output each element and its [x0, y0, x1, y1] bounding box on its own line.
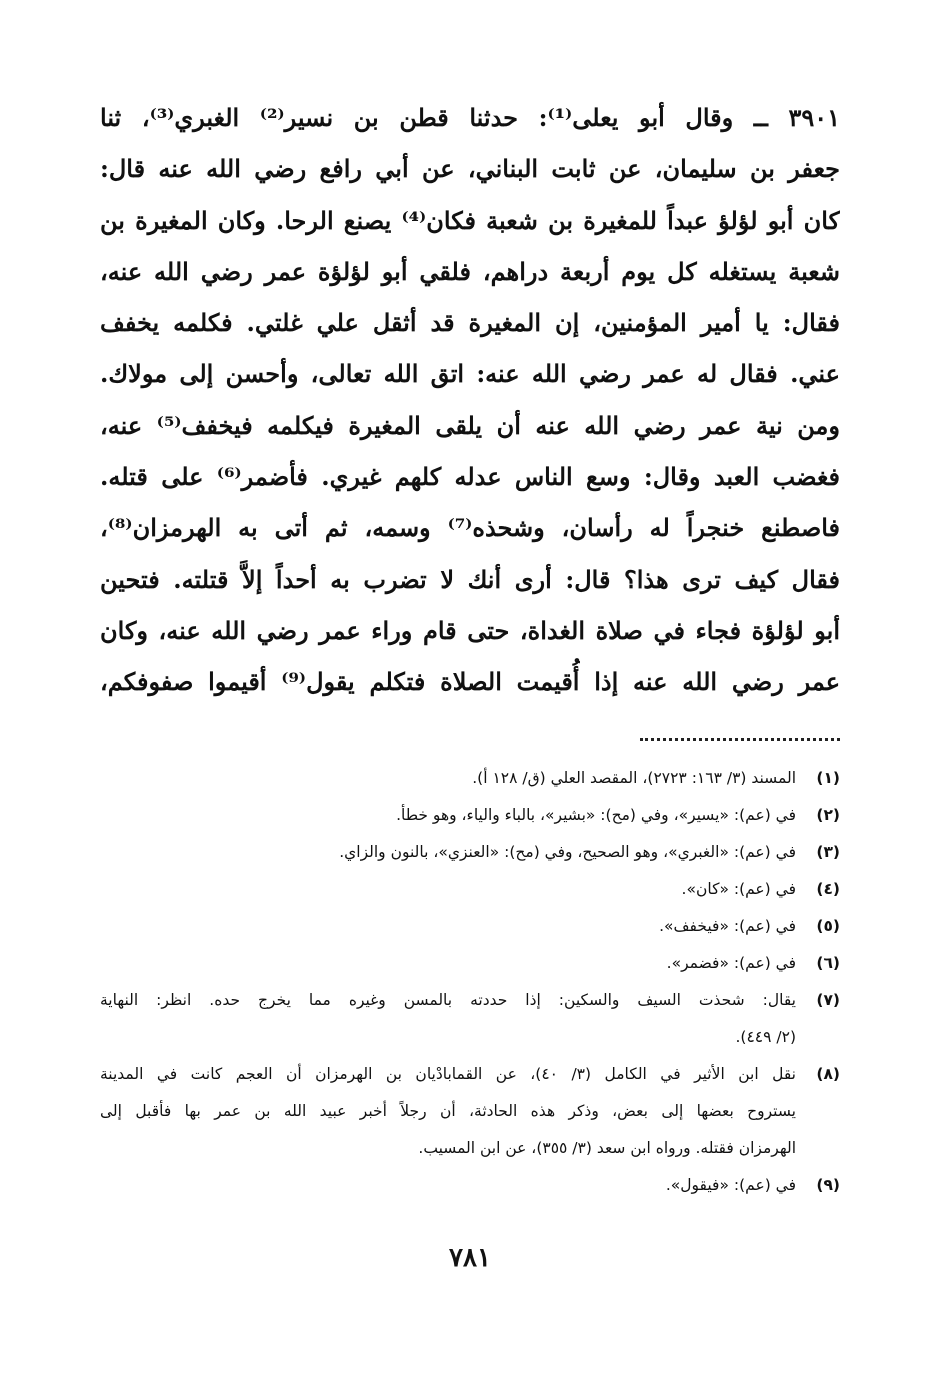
footnote-separator [640, 738, 840, 745]
footnote [100, 1056, 840, 1167]
footnote-text: في (عم): «فضمر». [666, 954, 796, 972]
footnote [100, 760, 840, 797]
footnote [100, 871, 840, 908]
footnote-number: (٨) [816, 1065, 840, 1083]
main-text-line: فقال: يا أمير المؤمنين، إن المغيرة قد أثقل علي غلتي. فكلمه يخفف [100, 308, 840, 338]
footnote-text: يستروح بعضها إلى بعض، وذكر هذه الحادثة، أن رجلاً أخبر عبيد الله بن عمر بها فأقبل إلى [100, 1102, 796, 1120]
footnote-text: المسند (٣/ ١٦٣: ٢٧٢٣)، المقصد العلي (ق/ ١٢٨ أ). [472, 769, 796, 787]
footnote [100, 1167, 840, 1204]
footnote-number: (٥) [816, 917, 840, 935]
footnote-text: الهرمزان فقتله. ورواه ابن سعد (٣/ ٣٥٥)، عن ابن المسيب. [418, 1139, 796, 1157]
footnote-text: في (عم): «فيقول». [665, 1176, 796, 1194]
footnote-number: (٧) [816, 991, 840, 1009]
footnotes [100, 760, 840, 1204]
main-text-line: فغضب العبد وقال: وسع الناس عدله كلهم غيري. فأضمر⁽⁶⁾ على قتله. [100, 462, 840, 492]
footnote-text: في (عم): «كان». [681, 880, 796, 898]
footnote-text: نقل ابن الأثير في الكامل (٣/ ٤٠)، عن القمابادْيان بن الهرمزان أن العجم كانت في المدينة [100, 1065, 796, 1083]
main-text-line: عمر رضي الله عنه إذا أُقيمت الصلاة فتكلم يقول⁽⁹⁾ أقيموا صفوفكم، [100, 667, 840, 697]
footnote-number: (٩) [816, 1176, 840, 1194]
main-text-line: فاصطنع خنجراً له رأسان، وشحذه⁽⁷⁾ وسمه، ثم أتى به الهرمزان⁽⁸⁾، [100, 513, 840, 543]
footnote-number: (٦) [816, 954, 840, 972]
footnote [100, 797, 840, 834]
footnote-text: (٢/ ٤٤٩). [735, 1028, 796, 1046]
footnote [100, 834, 840, 871]
main-text-line: ٣٩٠١ ــ وقال أبو يعلى⁽¹⁾: حدثنا قطن بن نسير⁽²⁾ الغبري⁽³⁾، ثنا [100, 103, 840, 132]
footnote [100, 982, 840, 1056]
main-text-line: عني. فقال له عمر رضي الله عنه: اتق الله تعالى، وأحسن إلى مولاك. [100, 359, 840, 389]
footnote-text: في (عم): «فيخفف». [659, 917, 796, 935]
page-number: ٧٨١ [449, 1243, 491, 1273]
footnote-text: في (عم): «الغبري»، وهو الصحيح، وفي (مح): «العنزي»، بالنون والزاي. [339, 843, 796, 861]
footnote [100, 908, 840, 945]
footnote-number: (٤) [816, 880, 840, 898]
footnote-text: في (عم): «يسير»، وفي (مح): «بشير»، بالباء والياء، وهو خطأ. [396, 806, 796, 824]
main-text-line: ومن نية عمر رضي الله عنه أن يلقى المغيرة فيكلمه فيخفف⁽⁵⁾ عنه، [100, 410, 840, 440]
main-text-line: شعبة يستغله كل يوم أربعة دراهم، فلقي أبو لؤلؤة عمر رضي الله عنه، [100, 256, 840, 286]
footnote [100, 945, 840, 982]
footnote-text: يقال: شحذت السيف والسكين: إذا حددته بالمسن وغيره مما يخرج حده. انظر: النهاية [100, 991, 796, 1009]
main-text [100, 92, 840, 708]
footnote-number: (١) [816, 769, 840, 787]
main-text-line: جعفر بن سليمان، عن ثابت البناني، عن أبي رافع رضي الله عنه قال: [100, 154, 840, 184]
main-text-line: كان أبو لؤلؤ عبداً للمغيرة بن شعبة فكان⁽⁴⁾ يصنع الرحا. وكان المغيرة بن [100, 205, 840, 235]
main-text-line: فقال كيف ترى هذا؟ قال: أرى أنك لا تضرب به أحداً إلاَّ قتلته. فتحين [100, 564, 840, 594]
footnote-number: (٣) [816, 843, 840, 861]
footnote-number: (٢) [816, 806, 840, 824]
main-text-line: أبو لؤلؤة فجاء في صلاة الغداة، حتى قام وراء عمر رضي الله عنه، وكان [100, 615, 840, 645]
